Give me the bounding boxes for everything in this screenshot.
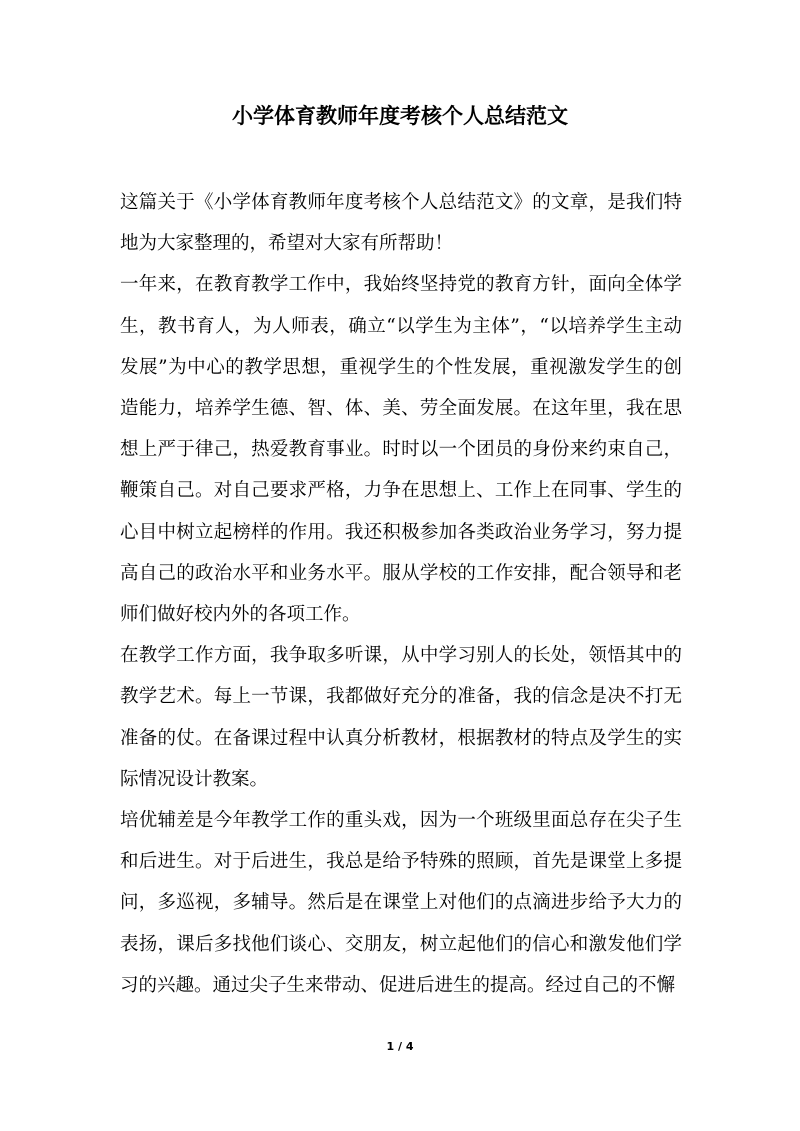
document-body — [120, 182, 682, 1006]
page-title: 小学体育教师年度考核个人总结范文 — [232, 103, 568, 128]
paragraph-tutoring: 培优辅差是今年教学工作的重头戏，因为一个班级里面总存在尖子生和后进生。对于后进生，我总是给予特殊的照顾，首先是课堂上多提问，多巡视，多辅导。然后是在课堂上对他们的点滴进步给予大力的表扬，课后多找他们谈心、交朋友，树立起他们的信心和激发他们学习的兴趣。通过尖子生来带动、促进后进生的提高。经过自己的不懈 — [120, 810, 682, 996]
page-number: 1 / 4 — [386, 1040, 414, 1053]
paragraph-ideology: 一年来，在教育教学工作中，我始终坚持党的教育方针，面向全体学生，教书育人，为人师表，确立“以学生为主体”，“以培养学生主动发展”为中心的教学思想，重视学生的个性发展，重视激发学生的创造能力，培养学生德、智、体、美、劳全面发展。在这年里，我在思想上严于律己，热爱教育事业。时时以一个团员的身份来约束自己，鞭策自己。对自己要求严格，力争在思想上、工作上在同事、学生的心目中树立起榜样的作用。我还积极参加各类政治业务学习，努力提高自己的政治水平和业务水平。服从学校的工作安排，配合领导和老师们做好校内外的各项工作。 — [120, 274, 682, 626]
paragraph-intro: 这篇关于《小学体育教师年度考核个人总结范文》的文章，是我们特地为大家整理的，希望对大家有所帮助！ — [120, 192, 682, 255]
paragraph-teaching: 在教学工作方面，我争取多听课，从中学习别人的长处，领悟其中的教学艺术。每上一节课，我都做好充分的准备，我的信念是决不打无准备的仗。在备课过程中认真分析教材，根据教材的特点及学生的实际情况设计教案。 — [120, 645, 682, 790]
